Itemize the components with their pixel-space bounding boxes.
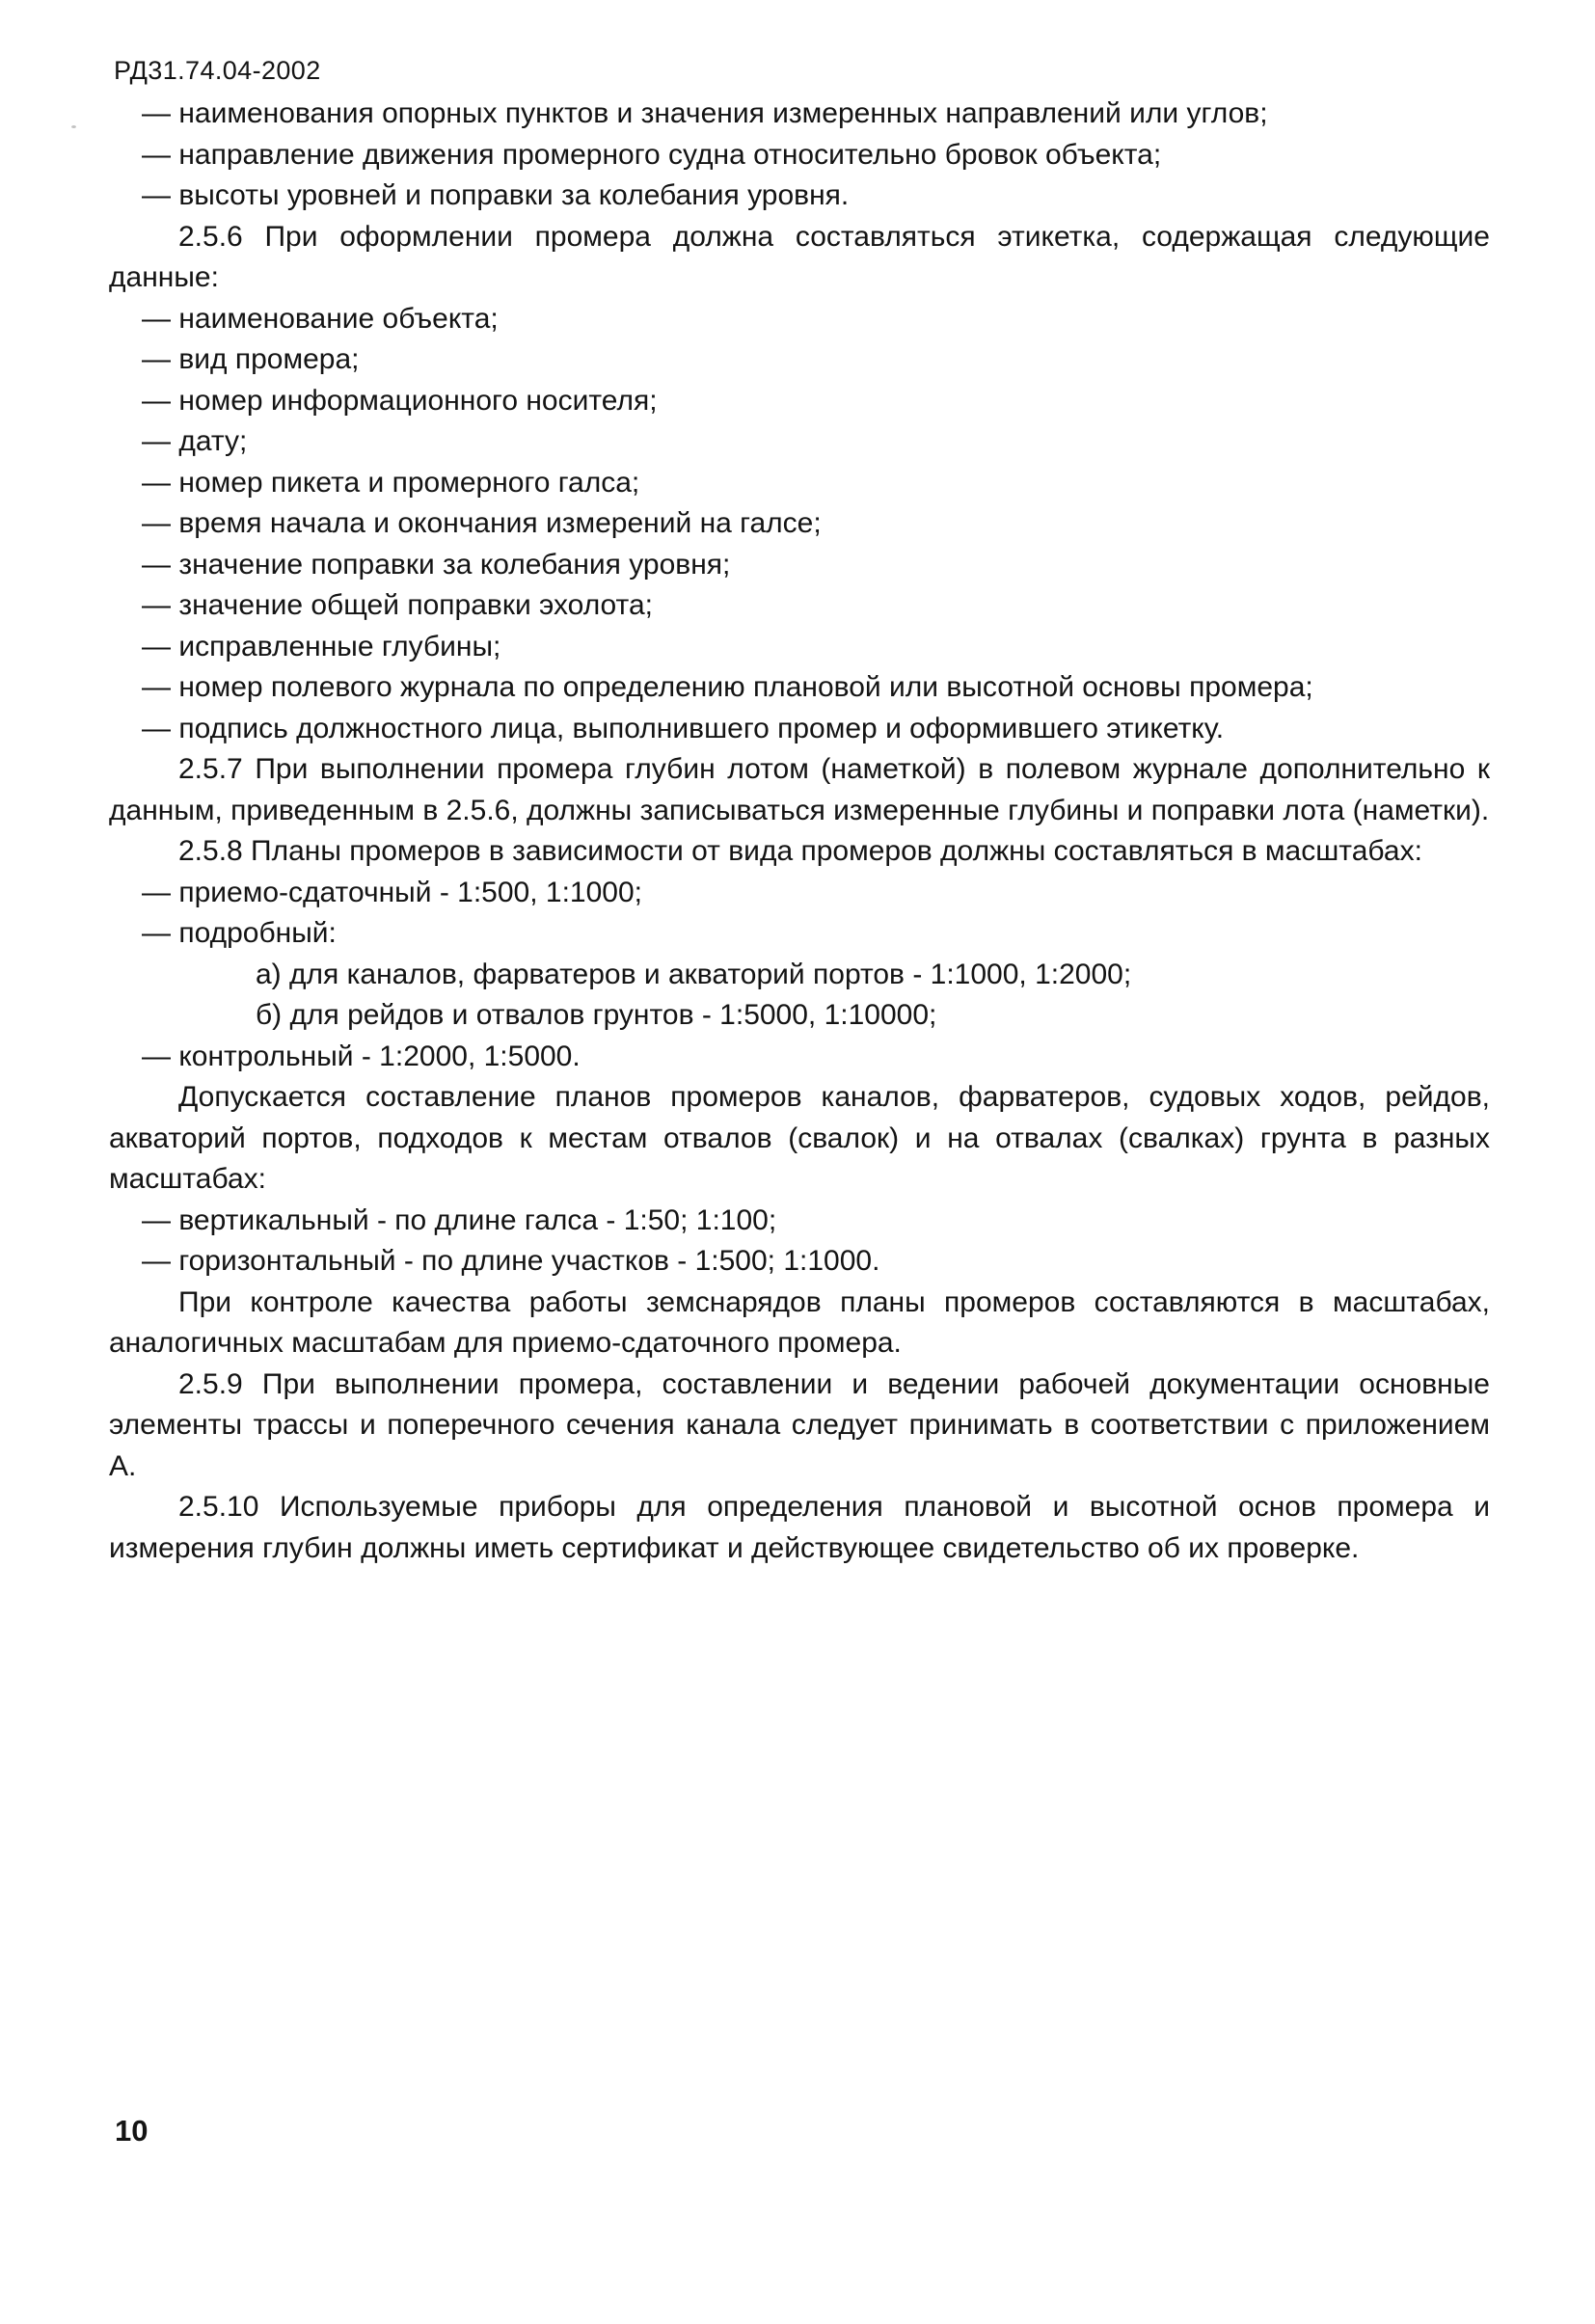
paragraph: 2.5.6 При оформлении промера должна составляться этикетка, содержащая следующие данные: [109, 220, 1490, 293]
paragraph: — подпись должностного лица, выполнившего промер и оформившего этикетку. [142, 712, 1225, 744]
paragraph: При контроле качества работы земснарядов планы промеров составляются в масштабах, аналогичных масштабам для приемо-сдаточного промера. [109, 1285, 1490, 1359]
page-number: 10 [115, 2114, 149, 2148]
paragraph: — номер полевого журнала по определению плановой или высотной основы промера; [142, 671, 1313, 703]
paragraph: — наименование объекта; [142, 302, 499, 335]
paragraph: — значение поправки за колебания уровня; [142, 548, 731, 581]
paragraph: — номер пикета и промерного галса; [142, 466, 640, 499]
paragraph: — значение общей поправки эхолота; [142, 589, 653, 621]
paragraph: — номер информационного носителя; [142, 384, 658, 417]
paragraph: — горизонтальный - по длине участков - 1:500; 1:1000. [142, 1245, 880, 1277]
paragraph: 2.5.9 При выполнении промера, составлении и ведении рабочей документации основные элементы трассы и поперечного сечения канала следует принимать в соответствии с приложением А. [109, 1367, 1490, 1482]
paragraph: — контрольный - 1:2000, 1:5000. [142, 1040, 581, 1072]
paragraph: а) для каналов, фарватеров и акваторий портов - 1:1000, 1:2000; [256, 958, 1132, 990]
paragraph: — приемо-сдаточный - 1:500, 1:1000; [142, 876, 642, 908]
scan-artifact [71, 125, 76, 128]
document-content [109, 94, 1490, 1569]
paragraph: — направление движения промерного судна относительно бровок объекта; [142, 138, 1162, 171]
paragraph: 2.5.10 Используемые приборы для определения плановой и высотной основ промера и измерения глубин должны иметь сертификат и действующее свидетельство об их проверке. [109, 1491, 1490, 1564]
paragraph: — подробный: [142, 917, 337, 949]
paragraph: — высоты уровней и поправки за колебания уровня. [142, 179, 850, 211]
paragraph: — наименования опорных пунктов и значения измеренных направлений или углов; [142, 97, 1268, 129]
document-code-header: РД31.74.04-2002 [114, 56, 321, 85]
paragraph: — время начала и окончания измерений на галсе; [142, 507, 822, 539]
paragraph: 2.5.7 При выполнении промера глубин лотом (наметкой) в полевом журнале дополнительно к данным, приведенным в 2.5.6, должны записываться измеренные глубины и поправки лота (наметки). [109, 753, 1490, 826]
paragraph: 2.5.8 Планы промеров в зависимости от вида промеров должны составляться в масштабах: [178, 835, 1422, 867]
paragraph: — вертикальный - по длине галса - 1:50; 1:100; [142, 1203, 777, 1236]
paragraph: — вид промера; [142, 343, 360, 375]
paragraph: — дату; [142, 425, 248, 457]
paragraph: — исправленные глубины; [142, 630, 501, 662]
paragraph: Допускается составление планов промеров каналов, фарватеров, судовых ходов, рейдов, акваторий портов, подходов к местам отвалов (свалок) и на отвалах (свалках) грунта в разных масштабах: [109, 1081, 1490, 1195]
paragraph: б) для рейдов и отвалов грунтов - 1:5000, 1:10000; [256, 999, 937, 1031]
